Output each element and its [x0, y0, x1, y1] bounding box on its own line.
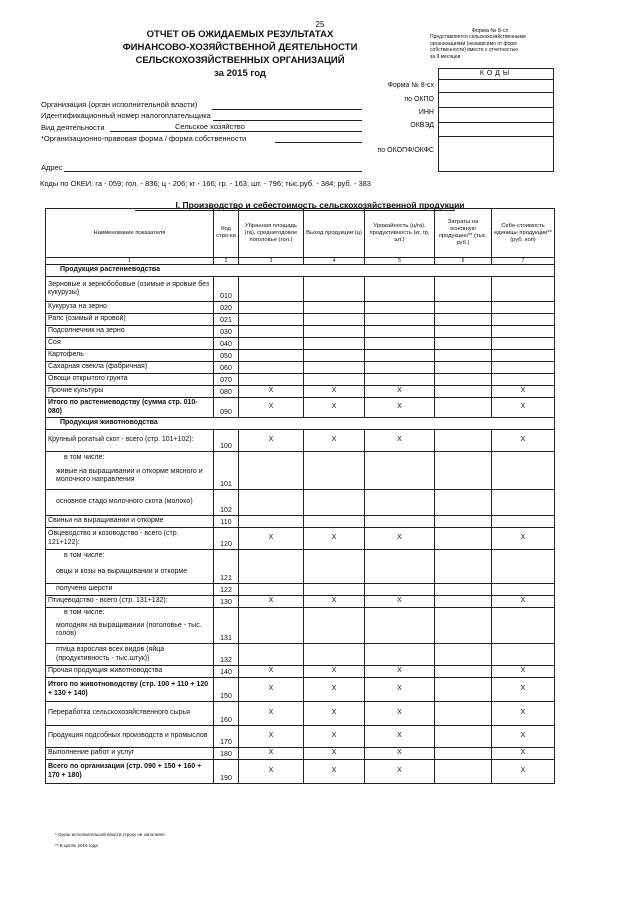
value-cell[interactable] [239, 350, 304, 362]
title-line-4: за 2015 год [214, 68, 266, 79]
title-line-2: ФИНАНСОВО-ХОЗЯЙСТВЕННОЙ ДЕЯТЕЛЬНОСТИ [122, 42, 358, 53]
value-cell[interactable] [239, 464, 304, 490]
codes-box [438, 68, 554, 172]
value-cell[interactable] [435, 302, 492, 314]
value-cell[interactable] [365, 618, 435, 644]
activity-value: Сельское хозяйство [175, 122, 245, 131]
group-header-row [46, 265, 555, 277]
row-code: 121 [214, 562, 239, 584]
value-cell[interactable] [304, 350, 365, 362]
row-name: Рапс (озимый и яровой) [46, 314, 214, 326]
table-row [46, 350, 555, 362]
value-cell[interactable] [492, 562, 555, 584]
code-inn-cell[interactable] [439, 108, 553, 123]
not-applicable-mark[interactable]: X [365, 398, 435, 418]
group-header-row [46, 418, 555, 430]
value-cell[interactable] [239, 362, 304, 374]
code-form-cell[interactable] [439, 80, 553, 93]
legal-form-label: *Организационно-правовая форма / форма собственности [41, 134, 247, 143]
value-cell[interactable] [492, 618, 555, 644]
value-cell[interactable] [239, 562, 304, 584]
value-cell[interactable] [435, 644, 492, 666]
row-code: 100 [214, 430, 239, 452]
not-applicable-mark[interactable]: X [365, 702, 435, 726]
value-cell[interactable] [304, 464, 365, 490]
value-cell[interactable] [365, 362, 435, 374]
row-code: 170 [214, 726, 239, 748]
value-cell[interactable] [365, 374, 435, 386]
table-row [46, 702, 555, 726]
not-applicable-mark[interactable]: X [239, 678, 304, 702]
form-note-line: собственности) вместе с отчетностью [430, 47, 519, 54]
table-row [46, 374, 555, 386]
row-name: в том числе: [46, 452, 214, 464]
row-code [214, 608, 239, 618]
row-code: 080 [214, 386, 239, 398]
value-cell[interactable] [492, 464, 555, 490]
value-cell[interactable] [365, 644, 435, 666]
row-code: 120 [214, 528, 239, 550]
not-applicable-mark[interactable]: X [239, 430, 304, 452]
value-cell[interactable] [435, 666, 492, 678]
value-cell[interactable] [435, 362, 492, 374]
value-cell[interactable] [435, 490, 492, 516]
code-okved-cell[interactable] [439, 123, 553, 137]
value-cell[interactable] [239, 374, 304, 386]
value-cell[interactable] [239, 452, 304, 464]
not-applicable-mark[interactable]: X [304, 702, 365, 726]
column-number: 7 [492, 258, 555, 265]
value-cell[interactable] [435, 562, 492, 584]
row-name: Крупный рогатый скот - всего (стр. 101+102): [46, 430, 214, 452]
table-row [46, 596, 555, 608]
not-applicable-mark[interactable]: X [239, 596, 304, 608]
row-code [214, 550, 239, 562]
not-applicable-mark[interactable]: X [304, 726, 365, 748]
activity-label: Вид деятельности [41, 123, 105, 132]
table-row [46, 302, 555, 314]
value-cell[interactable] [304, 452, 365, 464]
value-cell[interactable] [239, 302, 304, 314]
value-cell[interactable] [304, 608, 365, 618]
header-name: Наименование показателя [46, 209, 214, 258]
row-code: 021 [214, 314, 239, 326]
value-cell[interactable] [365, 464, 435, 490]
not-applicable-mark[interactable]: X [492, 726, 555, 748]
group-header: Продукция растениеводства [46, 265, 555, 277]
legal-form-field[interactable] [275, 142, 362, 143]
table-row [46, 618, 555, 644]
not-applicable-mark[interactable]: X [304, 398, 365, 418]
value-cell[interactable] [435, 398, 492, 418]
value-cell[interactable] [435, 326, 492, 338]
row-name: Кукуруза на зерно [46, 302, 214, 314]
label-form: Форма № 8-сх [387, 82, 434, 89]
code-okpo-cell[interactable] [439, 93, 553, 108]
value-cell[interactable] [365, 326, 435, 338]
value-cell[interactable] [365, 302, 435, 314]
value-cell[interactable] [492, 362, 555, 374]
row-name: Овцеводство и козоводство - всего (стр. 121+122): [46, 528, 214, 550]
value-cell[interactable] [365, 562, 435, 584]
group-header: Продукция животноводства [46, 418, 555, 430]
header-output: Выход продукции (ц) [304, 209, 365, 258]
row-name: живые на выращивании и откорме мясного и молочного направления [46, 464, 214, 490]
title-line-1: ОТЧЕТ ОБ ОЖИДАЕМЫХ РЕЗУЛЬТАТАХ [146, 29, 334, 40]
column-number: 1 [46, 258, 214, 265]
value-cell[interactable] [365, 350, 435, 362]
code-okopf-cell[interactable] [439, 137, 553, 173]
value-cell[interactable] [239, 550, 304, 562]
value-cell[interactable] [435, 338, 492, 350]
row-name: в том числе: [46, 608, 214, 618]
not-applicable-mark[interactable]: X [239, 748, 304, 760]
row-code: 030 [214, 326, 239, 338]
not-applicable-mark[interactable]: X [304, 760, 365, 784]
value-cell[interactable] [435, 678, 492, 702]
table-row [46, 678, 555, 702]
row-code [214, 452, 239, 464]
value-cell[interactable] [492, 644, 555, 666]
row-code: 160 [214, 702, 239, 726]
not-applicable-mark[interactable]: X [492, 528, 555, 550]
value-cell[interactable] [435, 608, 492, 618]
row-name: Итого по растениеводству (сумма стр. 010-080) [46, 398, 214, 418]
table-row [46, 562, 555, 584]
table-body [46, 209, 555, 784]
address-label: Адрес [41, 163, 63, 172]
row-name: Сахарная свекла (фабричная) [46, 362, 214, 374]
table-row [46, 490, 555, 516]
not-applicable-mark[interactable]: X [492, 760, 555, 784]
row-code: 010 [214, 277, 239, 302]
row-name: Подсолнечник на зерно [46, 326, 214, 338]
table-row [46, 748, 555, 760]
value-cell[interactable] [435, 464, 492, 490]
table-row [46, 362, 555, 374]
value-cell[interactable] [435, 618, 492, 644]
value-cell[interactable] [239, 338, 304, 350]
value-cell[interactable] [435, 374, 492, 386]
value-cell[interactable] [365, 608, 435, 618]
value-cell[interactable] [365, 550, 435, 562]
table-row [46, 528, 555, 550]
footnote-1: * Орган исполнительной власти строку не заполняет. [55, 832, 166, 837]
not-applicable-mark[interactable]: X [365, 430, 435, 452]
row-name: основное стадо молочного скота (молоко) [46, 490, 214, 516]
table-row [46, 550, 555, 562]
okei-codes: Коды по ОКЕИ: га - 059; гол. - 836; ц - 206; кг - 166; гр. - 163; шт. - 796; тыс.руб. - 384; руб. - 383 [40, 179, 371, 188]
value-cell[interactable] [239, 277, 304, 302]
not-applicable-mark[interactable]: X [365, 386, 435, 398]
row-code: 070 [214, 374, 239, 386]
not-applicable-mark[interactable]: X [492, 678, 555, 702]
value-cell[interactable] [492, 277, 555, 302]
value-cell[interactable] [435, 702, 492, 726]
value-cell[interactable] [304, 374, 365, 386]
value-cell[interactable] [492, 516, 555, 528]
page-number: 25 [315, 20, 325, 29]
column-number: 4 [304, 258, 365, 265]
value-cell[interactable] [304, 644, 365, 666]
not-applicable-mark[interactable]: X [492, 430, 555, 452]
row-code: 122 [214, 584, 239, 596]
value-cell[interactable] [239, 490, 304, 516]
row-code: 060 [214, 362, 239, 374]
row-code: 050 [214, 350, 239, 362]
value-cell[interactable] [239, 644, 304, 666]
value-cell[interactable] [435, 760, 492, 784]
row-code: 020 [214, 302, 239, 314]
label-okved: ОКВЭД [410, 122, 434, 129]
value-cell[interactable] [492, 608, 555, 618]
not-applicable-mark[interactable]: X [239, 702, 304, 726]
row-code: 101 [214, 464, 239, 490]
not-applicable-mark[interactable]: X [304, 748, 365, 760]
not-applicable-mark[interactable]: X [492, 596, 555, 608]
value-cell[interactable] [239, 584, 304, 596]
not-applicable-mark[interactable]: X [492, 386, 555, 398]
value-cell[interactable] [239, 314, 304, 326]
not-applicable-mark[interactable]: X [365, 528, 435, 550]
title-line-3: СЕЛЬСКОХОЗЯЙСТВЕННЫХ ОРГАНИЗАЦИЙ [135, 55, 345, 66]
value-cell[interactable] [492, 490, 555, 516]
not-applicable-mark[interactable]: X [239, 726, 304, 748]
row-code: 040 [214, 338, 239, 350]
header-code: Код стро-ки [214, 209, 239, 258]
not-applicable-mark[interactable]: X [365, 678, 435, 702]
row-name: молодняк на выращивании (поголовье - тыс. голов) [46, 618, 214, 644]
not-applicable-mark[interactable]: X [239, 386, 304, 398]
value-cell[interactable] [435, 748, 492, 760]
row-name: получено шерсти [46, 584, 214, 596]
form-note-title: Форма № 8-сх [471, 28, 509, 34]
row-code: 190 [214, 760, 239, 784]
row-name: Прочая продукция животноводства [46, 666, 214, 678]
column-number: 2 [214, 258, 239, 265]
table-row [46, 398, 555, 418]
value-cell[interactable] [365, 314, 435, 326]
row-name: Выполнение работ и услуг [46, 748, 214, 760]
not-applicable-mark[interactable]: X [304, 386, 365, 398]
table-row [46, 338, 555, 350]
label-inn: ИНН [418, 109, 434, 116]
value-cell[interactable] [492, 584, 555, 596]
value-cell[interactable] [239, 326, 304, 338]
row-name: Всего по организации (стр. 090 + 150 + 160 + 170 + 180) [46, 760, 214, 784]
value-cell[interactable] [435, 596, 492, 608]
value-cell[interactable] [304, 490, 365, 516]
value-cell[interactable] [304, 277, 365, 302]
section-title: I. Производство и себестоимость сельскохозяйственной продукции [175, 200, 465, 210]
value-cell[interactable] [365, 516, 435, 528]
column-number: 6 [435, 258, 492, 265]
row-code: 131 [214, 618, 239, 644]
value-cell[interactable] [435, 350, 492, 362]
not-applicable-mark[interactable]: X [239, 528, 304, 550]
value-cell[interactable] [492, 374, 555, 386]
column-number: 3 [239, 258, 304, 265]
table-row [46, 584, 555, 596]
value-cell[interactable] [304, 338, 365, 350]
column-number-row [46, 258, 555, 265]
table-row [46, 430, 555, 452]
activity-field[interactable] [110, 131, 362, 132]
value-cell[interactable] [435, 314, 492, 326]
row-code: 130 [214, 596, 239, 608]
value-cell[interactable] [435, 550, 492, 562]
table-row [46, 277, 555, 302]
value-cell[interactable] [239, 618, 304, 644]
value-cell[interactable] [365, 584, 435, 596]
organization-label: Организация (орган исполнительной власти) [41, 100, 198, 109]
value-cell[interactable] [492, 350, 555, 362]
report-title [100, 28, 380, 80]
not-applicable-mark[interactable]: X [304, 528, 365, 550]
table-row [46, 760, 555, 784]
value-cell[interactable] [304, 362, 365, 374]
not-applicable-mark[interactable]: X [365, 760, 435, 784]
row-code: 150 [214, 678, 239, 702]
not-applicable-mark[interactable]: X [365, 666, 435, 678]
not-applicable-mark[interactable]: X [365, 748, 435, 760]
not-applicable-mark[interactable]: X [304, 666, 365, 678]
label-okpo: по ОКПО [404, 96, 434, 103]
table-row [46, 666, 555, 678]
not-applicable-mark[interactable]: X [492, 666, 555, 678]
column-number: 5 [365, 258, 435, 265]
not-applicable-mark[interactable]: X [239, 666, 304, 678]
inn-label: Идентификационный номер налогоплательщика [41, 111, 211, 120]
table-row [46, 386, 555, 398]
value-cell[interactable] [435, 430, 492, 452]
address-field[interactable] [64, 171, 362, 172]
value-cell[interactable] [435, 452, 492, 464]
row-code: 090 [214, 398, 239, 418]
table-row [46, 516, 555, 528]
form-note-line: Представляется сельскохозяйственными [430, 34, 526, 41]
row-name: птица взрослая всех видов (яйца (продуктивность - тыс.штук)) [46, 644, 214, 666]
value-cell[interactable] [304, 562, 365, 584]
value-cell[interactable] [239, 608, 304, 618]
not-applicable-mark[interactable]: X [239, 760, 304, 784]
row-code: 110 [214, 516, 239, 528]
table-row [46, 314, 555, 326]
not-applicable-mark[interactable]: X [365, 596, 435, 608]
value-cell[interactable] [365, 452, 435, 464]
value-cell[interactable] [239, 516, 304, 528]
row-name: Свиньи на выращивании и откорме [46, 516, 214, 528]
inn-field[interactable] [213, 120, 362, 121]
value-cell[interactable] [365, 277, 435, 302]
header-costs: Затраты на основную продукцию** (тыс. руб.) [435, 209, 492, 258]
organization-field[interactable] [212, 109, 362, 110]
value-cell[interactable] [304, 302, 365, 314]
not-applicable-mark[interactable]: X [492, 398, 555, 418]
row-code: 102 [214, 490, 239, 516]
row-code: 132 [214, 644, 239, 666]
value-cell[interactable] [365, 490, 435, 516]
not-applicable-mark[interactable]: X [304, 596, 365, 608]
table-row [46, 608, 555, 618]
value-cell[interactable] [435, 277, 492, 302]
row-name: в том числе: [46, 550, 214, 562]
value-cell[interactable] [492, 326, 555, 338]
header-yield: Урожайность (ц/га), продуктивность (кг, гр, шт.) [365, 209, 435, 258]
row-name: Птицеводство - всего (стр. 131+132): [46, 596, 214, 608]
row-name: Прочие культуры [46, 386, 214, 398]
table-row [46, 326, 555, 338]
label-okopf: по ОКОПФ/ОКФС [377, 147, 434, 154]
value-cell[interactable] [304, 516, 365, 528]
codes-header: КОДЫ [439, 69, 553, 80]
row-name: Итого по животноводству (стр. 100 + 110 + 120 + 130 + 140) [46, 678, 214, 702]
value-cell[interactable] [435, 386, 492, 398]
value-cell[interactable] [435, 584, 492, 596]
value-cell[interactable] [435, 528, 492, 550]
value-cell[interactable] [492, 550, 555, 562]
production-table [45, 208, 555, 784]
row-name: Зерновые и зернобобовые (озимые и яровые без кукурузы) [46, 277, 214, 302]
header-area: Убранная площадь (га), среднегодовое поголовье (гол.) [239, 209, 304, 258]
not-applicable-mark[interactable]: X [239, 398, 304, 418]
not-applicable-mark[interactable]: X [304, 678, 365, 702]
not-applicable-mark[interactable]: X [365, 726, 435, 748]
row-name: овцы и козы на выращивании и откорме [46, 562, 214, 584]
value-cell[interactable] [492, 302, 555, 314]
value-cell[interactable] [304, 314, 365, 326]
value-cell[interactable] [304, 584, 365, 596]
not-applicable-mark[interactable]: X [304, 430, 365, 452]
table-row [46, 726, 555, 748]
footnote-2: ** В целях 2015 года [55, 843, 98, 848]
header-unit-cost: Себе-стоимость единицы продукции** (руб. коп) [492, 209, 555, 258]
row-code: 180 [214, 748, 239, 760]
value-cell[interactable] [492, 452, 555, 464]
table-row [46, 644, 555, 666]
value-cell[interactable] [304, 550, 365, 562]
table-row [46, 464, 555, 490]
row-name: Продукция подсобных производств и промыслов [46, 726, 214, 748]
row-name: Овощи открытого грунта [46, 374, 214, 386]
value-cell[interactable] [365, 338, 435, 350]
row-name: Соя [46, 338, 214, 350]
table-row [46, 452, 555, 464]
form-note [430, 28, 550, 60]
row-name: Переработка сельскохозяйственного сырья [46, 702, 214, 726]
not-applicable-mark[interactable]: X [492, 748, 555, 760]
value-cell[interactable] [492, 338, 555, 350]
row-code: 140 [214, 666, 239, 678]
value-cell[interactable] [435, 516, 492, 528]
form-note-line: организациями (независимо от форм [430, 40, 517, 47]
value-cell[interactable] [435, 726, 492, 748]
value-cell[interactable] [304, 326, 365, 338]
table-header-row [46, 209, 555, 258]
value-cell[interactable] [304, 618, 365, 644]
row-name: Картофель [46, 350, 214, 362]
not-applicable-mark[interactable]: X [492, 702, 555, 726]
value-cell[interactable] [492, 314, 555, 326]
form-note-line: за 9 месяцев [430, 53, 461, 60]
